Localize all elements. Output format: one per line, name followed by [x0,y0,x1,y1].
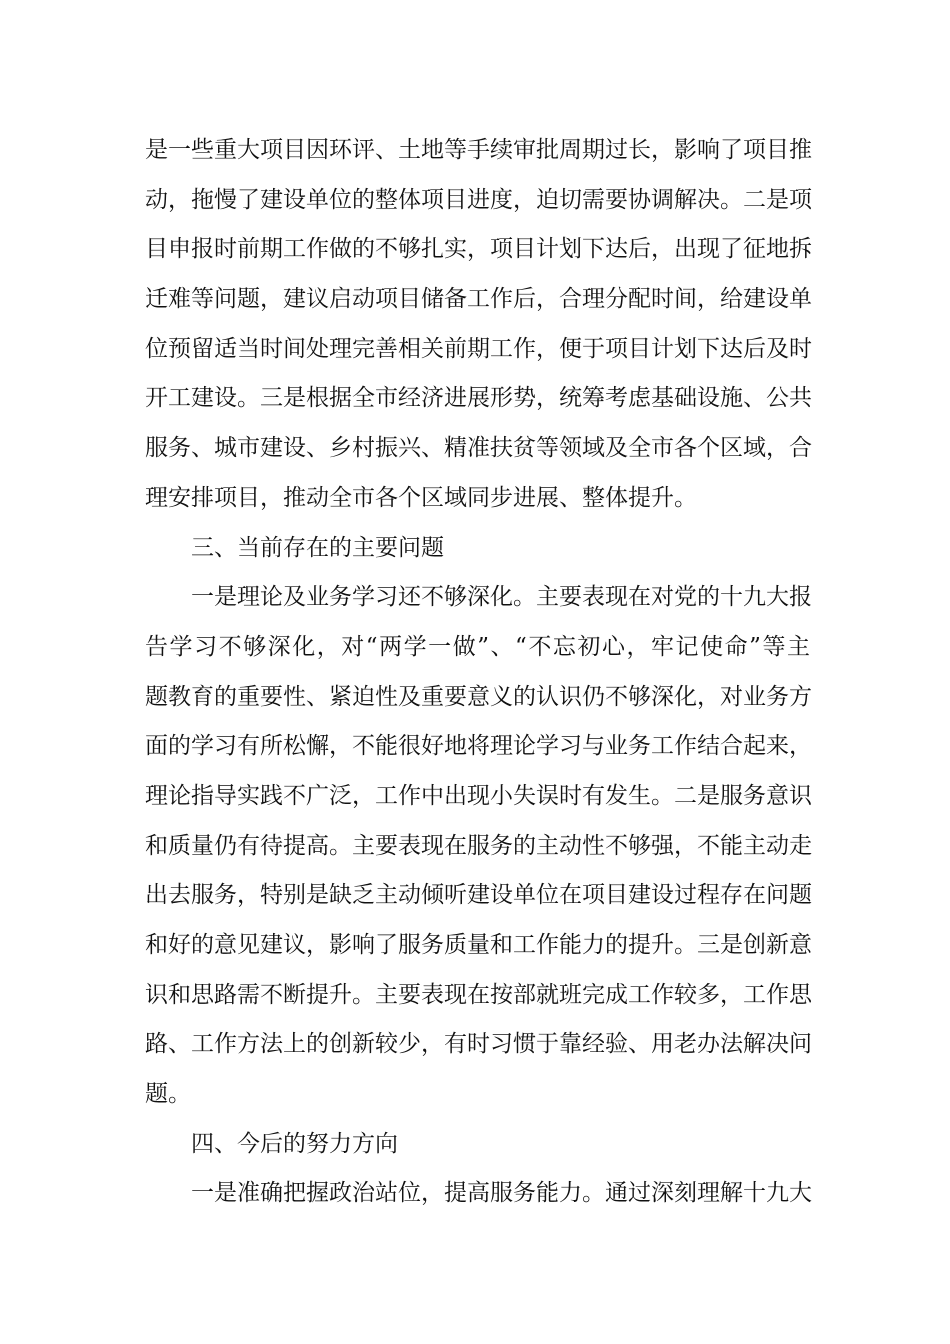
section-heading: 三、当前存在的主要问题 [191,534,444,561]
text-line: 开工建设。三是根据全市经济进展形势，统筹考虑基础设施、公共 [145,385,812,412]
text-line: 目申报时前期工作做的不够扎实，项目计划下达后，出现了征地拆 [145,236,812,263]
text-line: 题教育的重要性、紧迫性及重要意义的认识仍不够深化，对业务方 [145,683,812,710]
paragraph-last-line: 题。 [145,1081,191,1108]
body-text [145,126,810,1219]
text-line: 面的学习有所松懈，不能很好地将理论学习与业务工作结合起来， [145,733,812,760]
text-line: 出去服务，特别是缺乏主动倾听建设单位在项目建设过程存在问题 [145,882,812,909]
text-line: 和好的意见建议，影响了服务质量和工作能力的提升。三是创新意 [145,932,812,958]
text-line: 服务、城市建设、乡村振兴、精准扶贫等领域及全市各个区域，合 [145,435,812,462]
text-line: 告学习不够深化，对“两学一做”、“不忘初心，牢记使命”等主 [145,633,810,660]
text-line: 路、工作方法上的创新较少，有时习惯于靠经验、用老办法解决问 [145,1031,812,1058]
text-line: 识和思路需不断提升。主要表现在按部就班完成工作较多，工作思 [145,981,812,1008]
text-line: 和质量仍有待提高。主要表现在服务的主动性不够强，不能主动走 [145,832,812,859]
text-line: 位预留适当时间处理完善相关前期工作，便于项目计划下达后及时 [145,335,812,362]
paragraph-last-line: 理安排项目，推动全市各个区域同步进展、整体提升。 [145,484,697,511]
paragraph-first-line: 一是理论及业务学习还不够深化。主要表现在对党的十九大报 [191,584,812,611]
paragraph-first-line: 一是准确把握政治站位，提高服务能力。通过深刻理解十九大 [191,1180,812,1207]
text-line: 是一些重大项目因环评、土地等手续审批周期过长，影响了项目推 [145,137,812,163]
text-line: 动，拖慢了建设单位的整体项目进度，迫切需要协调解决。二是项 [145,186,812,213]
text-line: 理论指导实践不广泛，工作中出现小失误时有发生。二是服务意识 [145,782,812,809]
section-heading: 四、今后的努力方向 [191,1130,398,1157]
text-line: 迁难等问题，建议启动项目储备工作后，合理分配时间，给建设单 [145,286,812,313]
